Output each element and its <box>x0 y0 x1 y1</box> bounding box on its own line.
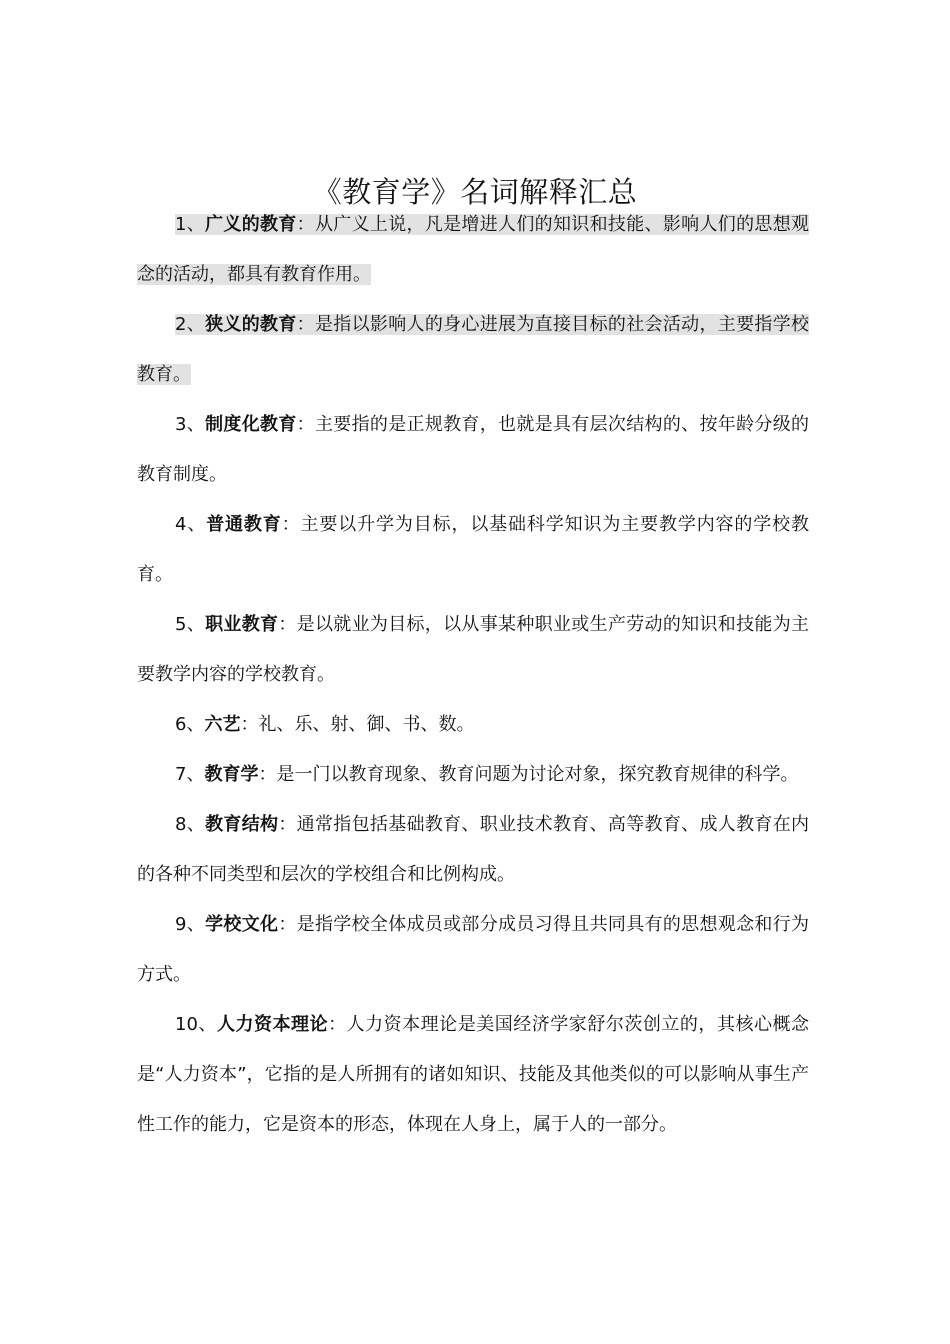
definition-entry-2 <box>137 300 809 400</box>
term-separator: ： <box>328 1014 347 1035</box>
term-separator: ： <box>278 814 297 835</box>
term-label: 职业教育 <box>205 614 279 635</box>
term-separator: ： <box>281 514 301 535</box>
entry-number: 7、 <box>175 764 205 785</box>
term-definition: 通常指包括基础教育、职业技术教育、高等教育、成人教育在内的各种不同类型和层次的学校组合和比例构成。 <box>137 814 810 885</box>
term-label: 人力资本理论 <box>216 1014 329 1035</box>
term-separator: ： <box>296 214 315 235</box>
term-label: 广义的教育 <box>205 214 297 235</box>
term-definition: 从广义上说，凡是增进人们的知识和技能、影响人们的思想观念的活动，都具有教育作用。 <box>137 214 810 285</box>
term-label: 制度化教育 <box>205 414 297 435</box>
definition-entry-3 <box>137 400 809 500</box>
term-separator: ： <box>296 414 315 435</box>
term-separator: ： <box>296 314 315 335</box>
term-label: 教育学 <box>204 764 259 785</box>
definition-entry-7 <box>137 750 809 800</box>
entry-number: 10、 <box>175 1014 217 1035</box>
highlight-span <box>137 314 809 385</box>
entry-number: 5、 <box>175 614 206 635</box>
definition-entry-1 <box>137 200 809 300</box>
term-label: 学校文化 <box>205 914 279 935</box>
definition-entry-8 <box>137 800 809 900</box>
definition-entry-10 <box>137 1000 809 1150</box>
entry-number: 2、 <box>175 314 206 335</box>
page-title: 《教育学》名词解释汇总 <box>312 175 638 210</box>
entry-number: 9、 <box>175 914 206 935</box>
definition-entry-6 <box>137 700 809 750</box>
term-definition: 是一门以教育现象、教育问题为讨论对象，探究教育规律的科学。 <box>276 764 799 785</box>
term-separator: ： <box>278 914 297 935</box>
term-definition: 主要以升学为目标，以基础科学知识为主要教学内容的学校教育。 <box>137 514 810 585</box>
term-separator: ： <box>240 714 259 735</box>
entry-number: 1、 <box>175 214 206 235</box>
definition-entry-5 <box>137 600 809 700</box>
term-definition: 是指以影响人的身心进展为直接目标的社会活动，主要指学校教育。 <box>137 314 810 385</box>
definition-entry-9 <box>137 900 809 1000</box>
term-separator: ： <box>258 764 277 785</box>
term-definition: 主要指的是正规教育，也就是具有层次结构的、按年龄分级的教育制度。 <box>137 414 810 485</box>
term-label: 普通教育 <box>206 514 282 535</box>
term-definition: 是以就业为目标，以从事某种职业或生产劳动的知识和技能为主要教学内容的学校教育。 <box>137 614 810 685</box>
term-definition: 是指学校全体成员或部分成员习得且共同具有的思想观念和行为方式。 <box>137 914 810 985</box>
term-label: 教育结构 <box>205 814 279 835</box>
term-label: 六艺 <box>204 714 241 735</box>
term-definition: 人力资本理论是美国经济学家舒尔茨创立的，其核心概念是“人力资本”，它指的是人所拥有的诸如知识、技能及其他类似的可以影响从事生产性工作的能力，它是资本的形态，体现在人身上，属于人的一部分。 <box>137 1014 810 1135</box>
entry-number: 6、 <box>175 714 205 735</box>
definition-entry-4 <box>137 500 809 600</box>
term-separator: ： <box>278 614 297 635</box>
entry-number: 8、 <box>175 814 206 835</box>
entry-number: 3、 <box>175 414 206 435</box>
definitions-list <box>137 200 809 1150</box>
term-definition: 礼、乐、射、御、书、数。 <box>258 714 475 735</box>
entry-number: 4、 <box>175 514 207 535</box>
term-label: 狭义的教育 <box>205 314 297 335</box>
highlight-span <box>137 214 809 285</box>
